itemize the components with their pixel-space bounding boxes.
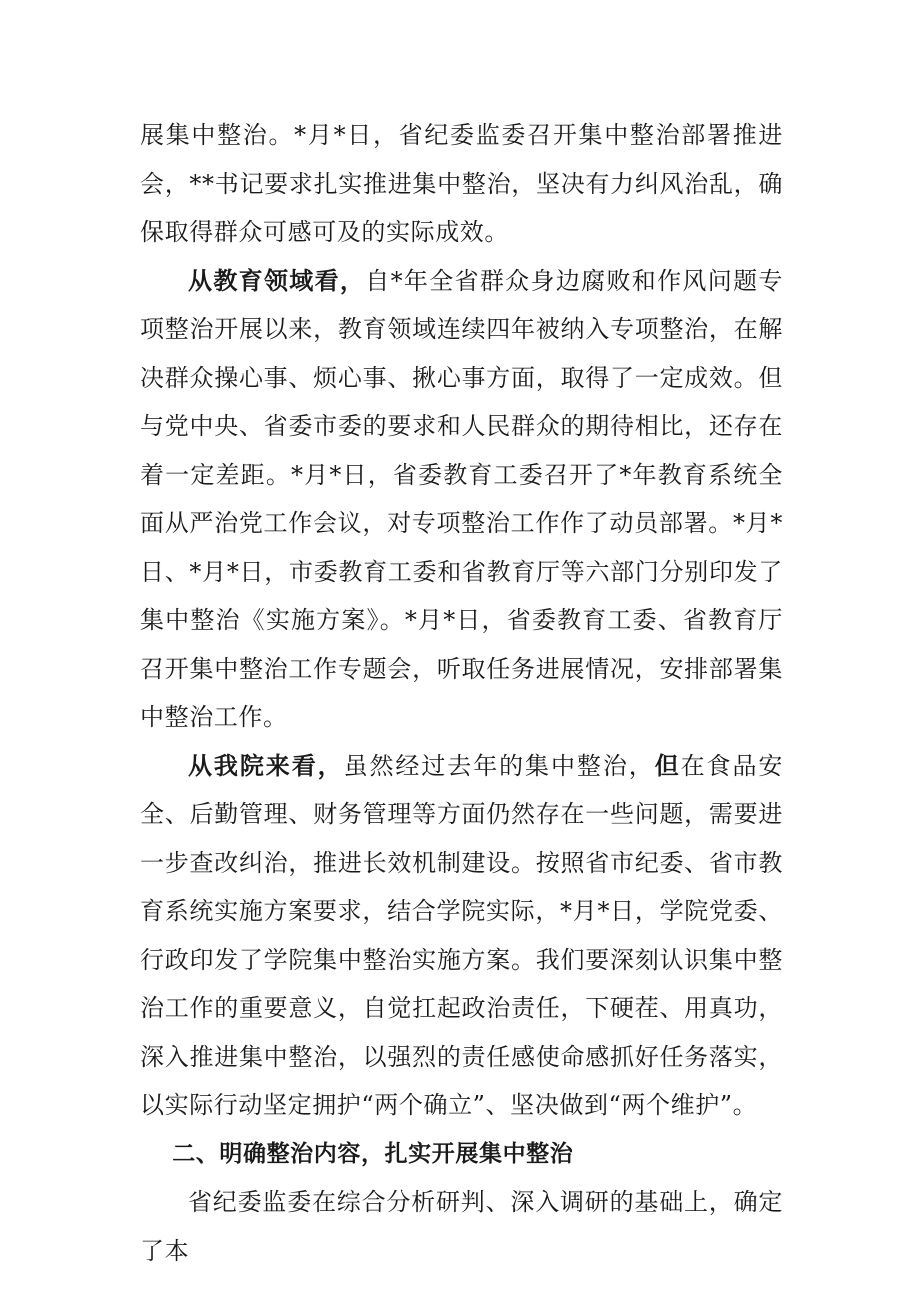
paragraph-emphasis: 但 [654, 750, 681, 780]
paragraph-continuation [140, 111, 783, 257]
paragraph-section-intro [140, 1178, 783, 1275]
paragraph-text: 在食品安全、后勤管理、财务管理等方面仍然存在一些问题，需要进一步查改纠治，推进长效机制建设。按照省市纪委、省市教育系统实施方案要求，结合学院实际，*月*日，学院党委、行政印发了学院集中整治实施方案。我们要深刻认识集中整治工作的重要意义，自觉扛起政治责任，下硬茬、用真功，深入推进集中整治，以强烈的责任感使命感抓好任务落实，以实际行动坚定拥护“两个确立”、坚决做到“两个维护”。 [140, 751, 784, 1119]
paragraph-text: 自*年全省群众身边腐败和作风问题专项整治开展以来，教育领域连续四年被纳入专项整治，在解决群众操心事、烦心事、揪心事方面，取得了一定成效。但与党中央、省委市委的要求和人民群众的期待相比，还存在着一定差距。*月*日，省委教育工委召开了*年教育系统全面从严治党工作会议，对专项整治工作作了动员部署。*月*日、*月*日，市委教育工委和省教育厅等六部门分别印发了集中整治《实施方案》。*月*日，省委教育工委、省教育厅召开集中整治工作专题会，听取任务进展情况，安排部署集中整治工作。 [140, 266, 783, 731]
paragraph-text: 虽然经过去年的集中整治， [343, 751, 655, 780]
paragraph-text: 省纪委监委在综合分析研判、深入调研的基础上，确定了本 [140, 1188, 783, 1265]
paragraph-lead: 从我院来看， [188, 750, 344, 780]
paragraph-lead: 从教育领域看， [188, 265, 366, 295]
paragraph-our-college [140, 742, 783, 1130]
paragraph-education-field [140, 257, 783, 742]
paragraph-text: 展集中整治。*月*日，省纪委监委召开集中整治部署推进会，**书记要求扎实推进集中整治，坚决有力纠风治乱，确保取得群众可感可及的实际成效。 [140, 121, 783, 246]
section-heading: 二、明确整治内容，扎实开展集中整治 [172, 1140, 574, 1167]
document-body [140, 111, 783, 1275]
